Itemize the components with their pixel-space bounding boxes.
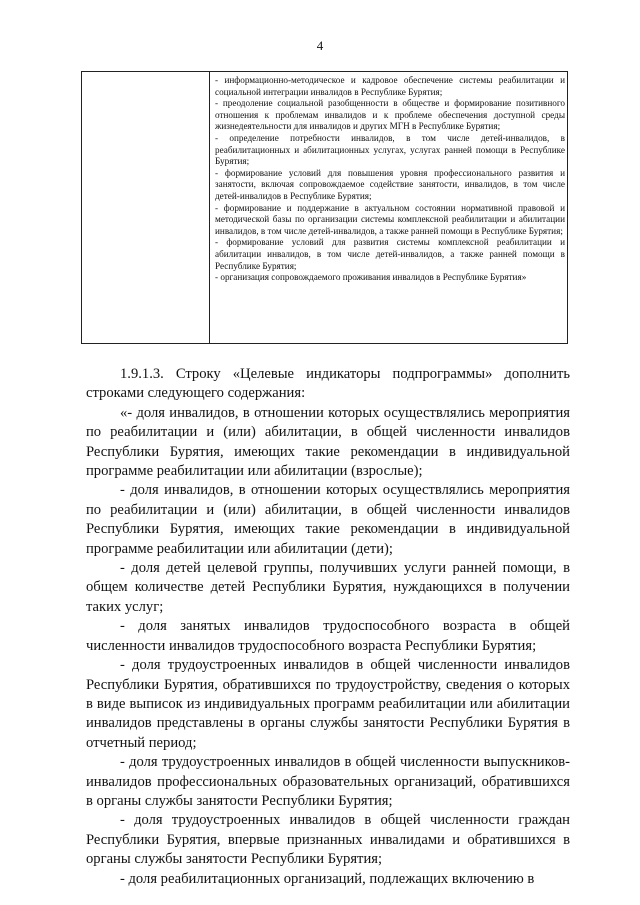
body-paragraph: - доля детей целевой группы, получивших услуги ранней помощи, в общем количестве детей Республики Бурятия, нуждающихся в получении таких услуг; xyxy=(86,560,570,615)
table-list-item: - информационно-методическое и кадровое обеспечение системы реабилитации и социальной интеграции инвалидов в Республике Бурятия; xyxy=(215,75,565,97)
table-list-item: - формирование и поддержание в актуальном состоянии нормативной правовой и методической базы по организации системы комплексной реабилитации и абилитации инвалидов, в том числе детей-инвалидов, а также ранней помощи в Республике Бурятия; xyxy=(215,202,565,236)
table-list-item: - определение потребности инвалидов, в том числе детей-инвалидов, в реабилитационных и абилитационных услугах, услугах ранней помощи в Республике Бурятия; xyxy=(215,132,565,167)
table-list-item: - формирование условий для повышения уровня профессионального развития и занятости, включая сопровождаемое содействие занятости, инвалидов, в том числе детей-инвалидов в Республике Бурятия; xyxy=(215,167,565,201)
body-paragraph: - доля трудоустроенных инвалидов в общей численности инвалидов Республики Бурятия, обратившихся по трудоустройству, сведения о которых в виде выписок из индивидуальных программ реабилитации или абилитации инвалидов представлены в органы службы занятости Республики Бурятия в отчетный период; xyxy=(86,657,570,751)
document-body xyxy=(86,365,570,889)
body-paragraph: «- доля инвалидов, в отношении которых осуществлялись мероприятия по реабилитации и (или) абилитации, в общей численности инвалидов Республики Бурятия, имеющих такие рекомендации в индивидуальной программе реабилитации или абилитации (взрослые); xyxy=(86,404,570,480)
body-paragraph: - доля реабилитационных организаций, подлежащих включению в xyxy=(120,870,535,887)
table-list-item: - формирование условий для развития системы комплексной реабилитации и абилитации инвалидов, в том числе детей-инвалидов, а также ранней помощи в Республике Бурятия; xyxy=(215,237,565,271)
table-list-item: - организация сопровождаемого проживания инвалидов в Республике Бурятия» xyxy=(215,272,527,283)
table-right-cell xyxy=(215,75,565,284)
body-paragraph: - доля занятых инвалидов трудоспособного возраста в общей численности инвалидов трудоспособного возраста Республики Бурятия; xyxy=(86,618,570,654)
table-column-divider xyxy=(209,72,210,343)
table-list-item: - преодоление социальной разобщенности в обществе и формирование позитивного отношения к проблемам инвалидов и к проблеме обеспечения доступной среды жизнедеятельности для инвалидов и других МГН в Республике Бурятия; xyxy=(215,98,565,132)
body-paragraph: - доля трудоустроенных инвалидов в общей численности граждан Республики Бурятия, впервые признанных инвалидами и обратившихся в органы службы занятости Республики Бурятия; xyxy=(86,812,570,868)
body-paragraph: - доля трудоустроенных инвалидов в общей численности выпускников-инвалидов профессиональных образовательных организаций, обратившихся в органы службы занятости Республики Бурятия; xyxy=(86,754,570,809)
page-number: 4 xyxy=(316,38,324,53)
goals-table xyxy=(81,71,568,344)
body-paragraph: 1.9.1.3. Строку «Целевые индикаторы подпрограммы» дополнить строками следующего содержания: xyxy=(86,366,570,402)
body-paragraph: - доля инвалидов, в отношении которых осуществлялись мероприятия по реабилитации и (или) абилитации, в общей численности инвалидов Республики Бурятия, имеющих такие рекомендации в индивидуальной программе реабилитации или абилитации (дети); xyxy=(86,482,570,557)
